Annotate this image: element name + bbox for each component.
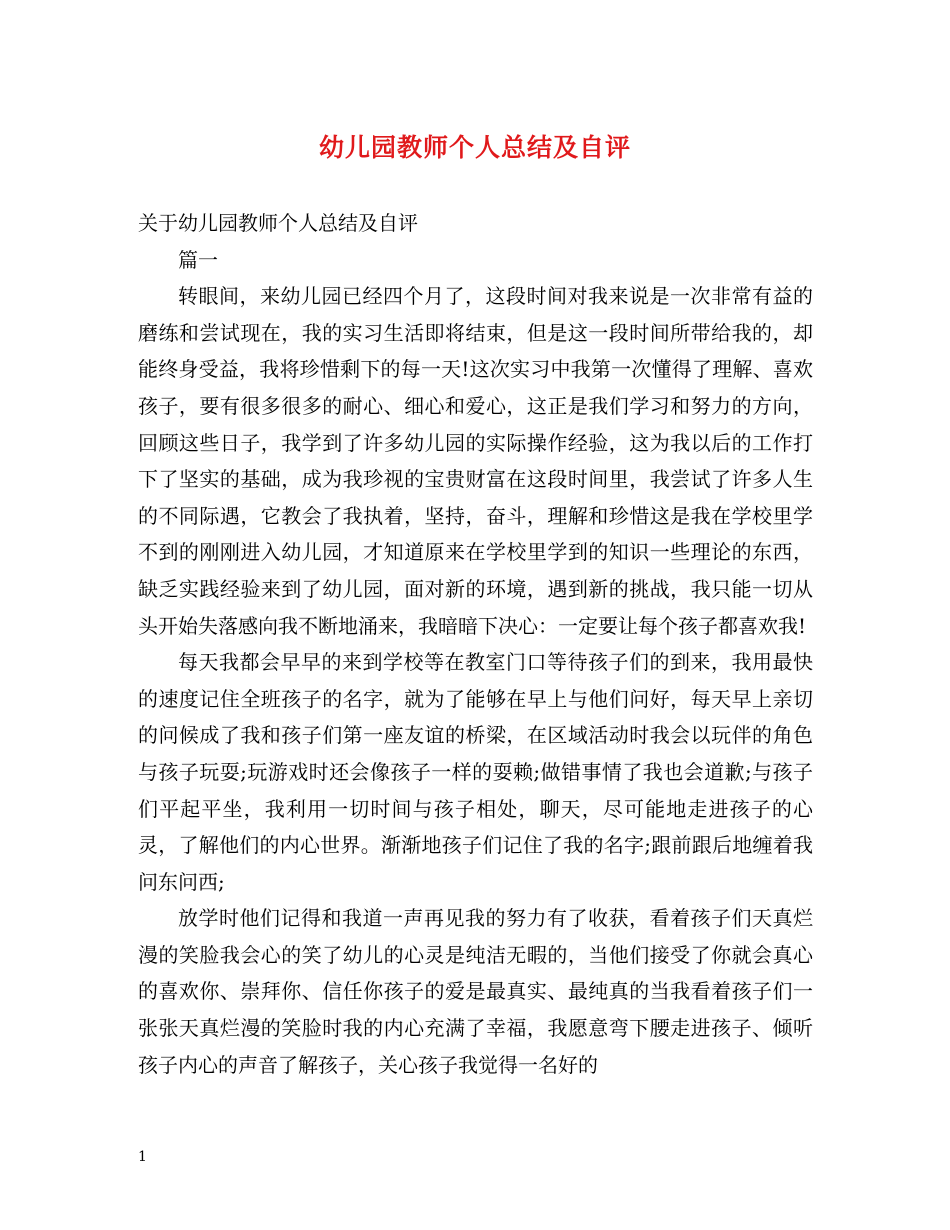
paragraph-2: 每天我都会早早的来到学校等在教室门口等待孩子们的到来，我用最快的速度记住全班孩子的名字，就为了能够在早上与他们问好，每天早上亲切的问候成了我和孩子们第一座友谊的桥梁，在区域活动时我会以玩伴的角色与孩子玩耍;玩游戏时还会像孩子一样的耍赖;做错事情了我也会道歉;与孩子们平起平坐，我利用一切时间与孩子相处，聊天，尽可能地走进孩子的心灵，了解他们的内心世界。渐渐地孩子们记住了我的名字;跟前跟后地缠着我问东问西; [138, 650, 813, 894]
paragraph-3: 放学时他们记得和我道一声再见我的努力有了收获，看着孩子们天真烂漫的笑脸我会心的笑了幼儿的心灵是纯洁无暇的，当他们接受了你就会真心的喜欢你、崇拜你、信任你孩子的爱是最真实、最纯真的当我看着孩子们一张张天真烂漫的笑脸时我的内心充满了幸福，我愿意弯下腰走进孩子、倾听孩子内心的声音了解孩子，关心孩子我觉得一名好的 [138, 906, 813, 1077]
document-title: 幼儿园教师个人总结及自评 [318, 133, 631, 162]
section-heading: 篇一 [178, 247, 218, 272]
document-body [138, 205, 813, 1083]
page-number: 1 [138, 1149, 147, 1165]
document-subtitle: 关于幼儿园教师个人总结及自评 [138, 211, 418, 235]
paragraph-1: 转眼间，来幼儿园已经四个月了，这段时间对我来说是一次非常有益的磨练和尝试现在，我的实习生活即将结束，但是这一段时间所带给我的，却能终身受益，我将珍惜剩下的每一天!这次实习中我第一次懂得了理解、喜欢孩子，要有很多很多的耐心、细心和爱心，这正是我们学习和努力的方向，回顾这些日子，我学到了许多幼儿园的实际操作经验，这为我以后的工作打下了坚实的基础，成为我珍视的宝贵财富在这段时间里，我尝试了许多人生的不同际遇，它教会了我执着，坚持，奋斗，理解和珍惜这是我在学校里学不到的刚刚进入幼儿园，才知道原来在学校里学到的知识一些理论的东西，缺乏实践经验来到了幼儿园，面对新的环境，遇到新的挑战，我只能一切从头开始失落感向我不断地涌来，我暗暗下决心：一定要让每个孩子都喜欢我! [138, 284, 813, 638]
